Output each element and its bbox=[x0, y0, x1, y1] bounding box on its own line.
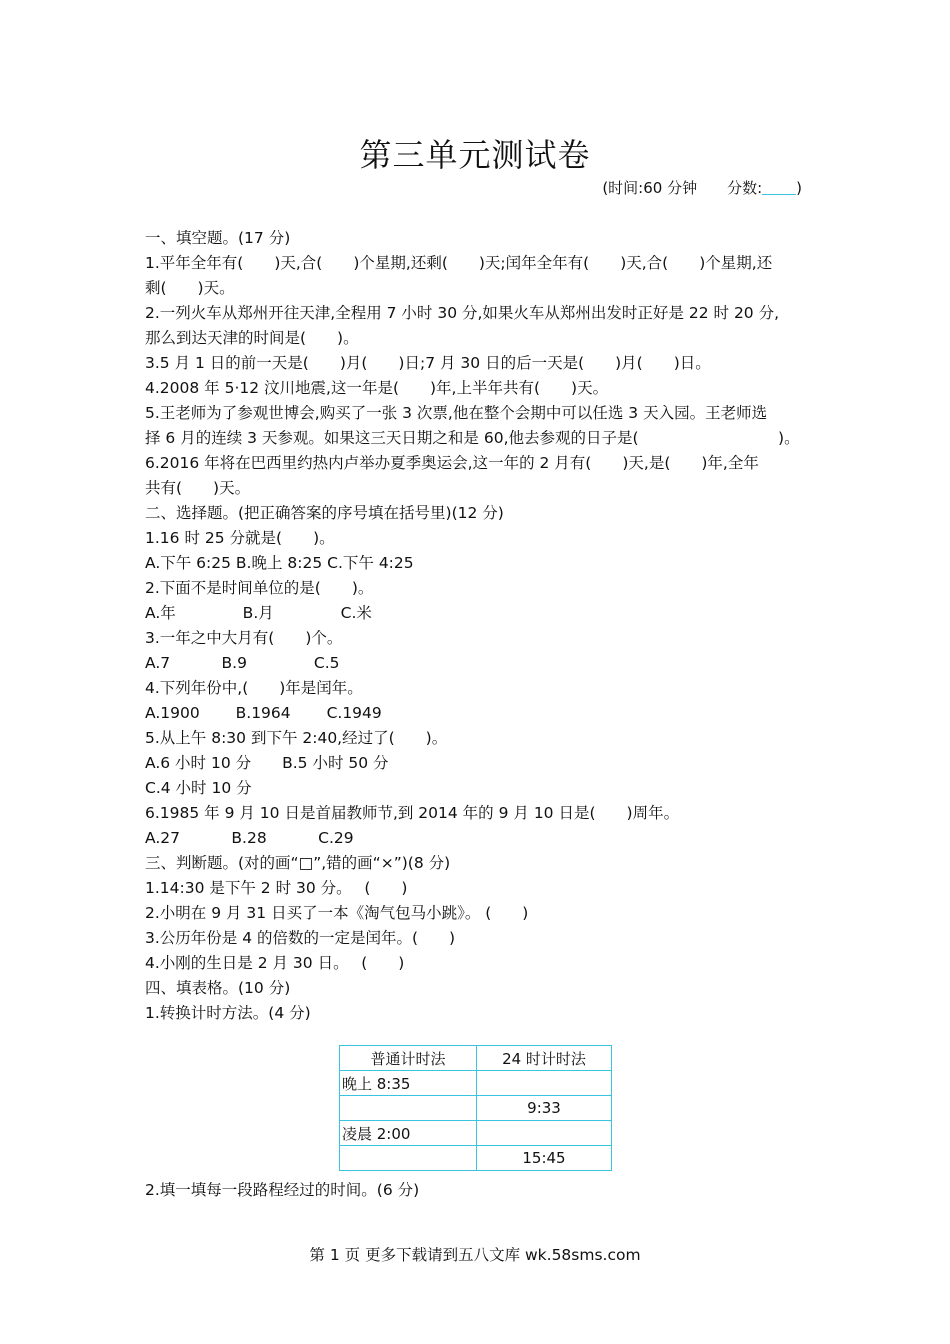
text-line: 6.1985 年 9 月 10 日是首届教师节,到 2014 年的 9 月 10 日是( )周年。 bbox=[145, 804, 680, 822]
text-line: 四、填表格。(10 分) bbox=[145, 979, 291, 997]
text-line: 那么到达天津的时间是( )。 bbox=[145, 329, 359, 347]
score-blank bbox=[762, 180, 796, 195]
time-conversion-table bbox=[339, 1045, 612, 1171]
text-line: A.1900 B.1964 C.1949 bbox=[145, 704, 382, 722]
page-title: 第三单元测试卷 bbox=[359, 136, 591, 174]
text-line: 1.16 时 25 分就是( )。 bbox=[145, 529, 335, 547]
text-line: A.6 小时 10 分 B.5 小时 50 分 bbox=[145, 754, 389, 772]
text-line: 4.下列年份中,( )年是闰年。 bbox=[145, 679, 363, 697]
text-line: 2.下面不是时间单位的是( )。 bbox=[145, 579, 374, 597]
text-line: 6.2016 年将在巴西里约热内卢举办夏季奥运会,这一年的 2 月有( )天,是( )年,全年 bbox=[145, 454, 759, 472]
table-cell: 凌晨 2:00 bbox=[340, 1121, 477, 1146]
text-line: 3.5 月 1 日的前一天是( )月( )日;7 月 30 日的后一天是( )月( )日。 bbox=[145, 354, 711, 372]
table-row bbox=[340, 1121, 612, 1146]
text-line: 剩( )天。 bbox=[145, 279, 235, 297]
text-line: 2.一列火车从郑州开往天津,全程用 7 小时 30 分,如果火车从郑州出发时正好是 22 时 20 分, bbox=[145, 304, 780, 322]
table-header: 普通计时法 bbox=[340, 1046, 477, 1071]
question-text: 2.填一填每一段路程经过的时间。(6 分) bbox=[145, 1181, 420, 1199]
text-line: 三、判断题。(对的画“□”,错的画“×”)(8 分) bbox=[145, 854, 451, 872]
text-line: 3.一年之中大月有( )个。 bbox=[145, 629, 343, 647]
table-cell: 9:33 bbox=[477, 1096, 612, 1121]
time-label: (时间:60 分钟 bbox=[602, 179, 698, 197]
text-line: 3.公历年份是 4 的倍数的一定是闰年。( ) bbox=[145, 929, 456, 947]
page-footer: 第 1 页 更多下载请到五八文库 wk.58sms.com bbox=[309, 1246, 641, 1264]
text-line: C.4 小时 10 分 bbox=[145, 779, 252, 797]
table-row bbox=[340, 1096, 612, 1121]
text-line: 4.2008 年 5·12 汶川地震,这一年是( )年,上半年共有( )天。 bbox=[145, 379, 609, 397]
text-line: A.年 B.月 C.米 bbox=[145, 604, 372, 622]
text-line: 1.14:30 是下午 2 时 30 分。 ( ) bbox=[145, 879, 408, 897]
table-cell: 15:45 bbox=[477, 1146, 612, 1171]
text-line: 2.小明在 9 月 31 日买了一本《淘气包马小跳》。 ( ) bbox=[145, 904, 529, 922]
text-line: 一、填空题。(17 分) bbox=[145, 229, 291, 247]
text-line: A.下午 6:25 B.晚上 8:25 C.下午 4:25 bbox=[145, 554, 414, 572]
text-line: 二、选择题。(把正确答案的序号填在括号里)(12 分) bbox=[145, 504, 504, 522]
text-line: 1.转换计时方法。(4 分) bbox=[145, 1004, 311, 1022]
text-line: 共有( )天。 bbox=[145, 479, 251, 497]
exam-meta bbox=[602, 177, 802, 198]
text-line: A.7 B.9 C.5 bbox=[145, 654, 340, 672]
table-cell bbox=[477, 1071, 612, 1096]
table-header: 24 时计时法 bbox=[477, 1046, 612, 1071]
text-line: 5.王老师为了参观世博会,购买了一张 3 次票,他在整个会期中可以任选 3 天入园。王老师选 bbox=[145, 404, 768, 422]
score-label: 分数: bbox=[727, 179, 763, 197]
text-line: 5.从上午 8:30 到下午 2:40,经过了( )。 bbox=[145, 729, 448, 747]
table-cell bbox=[340, 1146, 477, 1171]
meta-close: ) bbox=[796, 179, 802, 197]
text-line: 1.平年全年有( )天,合( )个星期,还剩( )天;闰年全年有( )天,合( )个星期,还 bbox=[145, 254, 773, 272]
text-line: 择 6 月的连续 3 天参观。如果这三天日期之和是 60,他去参观的日子是( )。 bbox=[145, 429, 800, 447]
table-cell bbox=[477, 1121, 612, 1146]
exam-content bbox=[145, 226, 815, 1026]
table-row bbox=[340, 1146, 612, 1171]
table-cell bbox=[340, 1096, 477, 1121]
text-line: A.27 B.28 C.29 bbox=[145, 829, 354, 847]
table-row bbox=[340, 1071, 612, 1096]
text-line: 4.小刚的生日是 2 月 30 日。 ( ) bbox=[145, 954, 405, 972]
table-cell: 晚上 8:35 bbox=[340, 1071, 477, 1096]
